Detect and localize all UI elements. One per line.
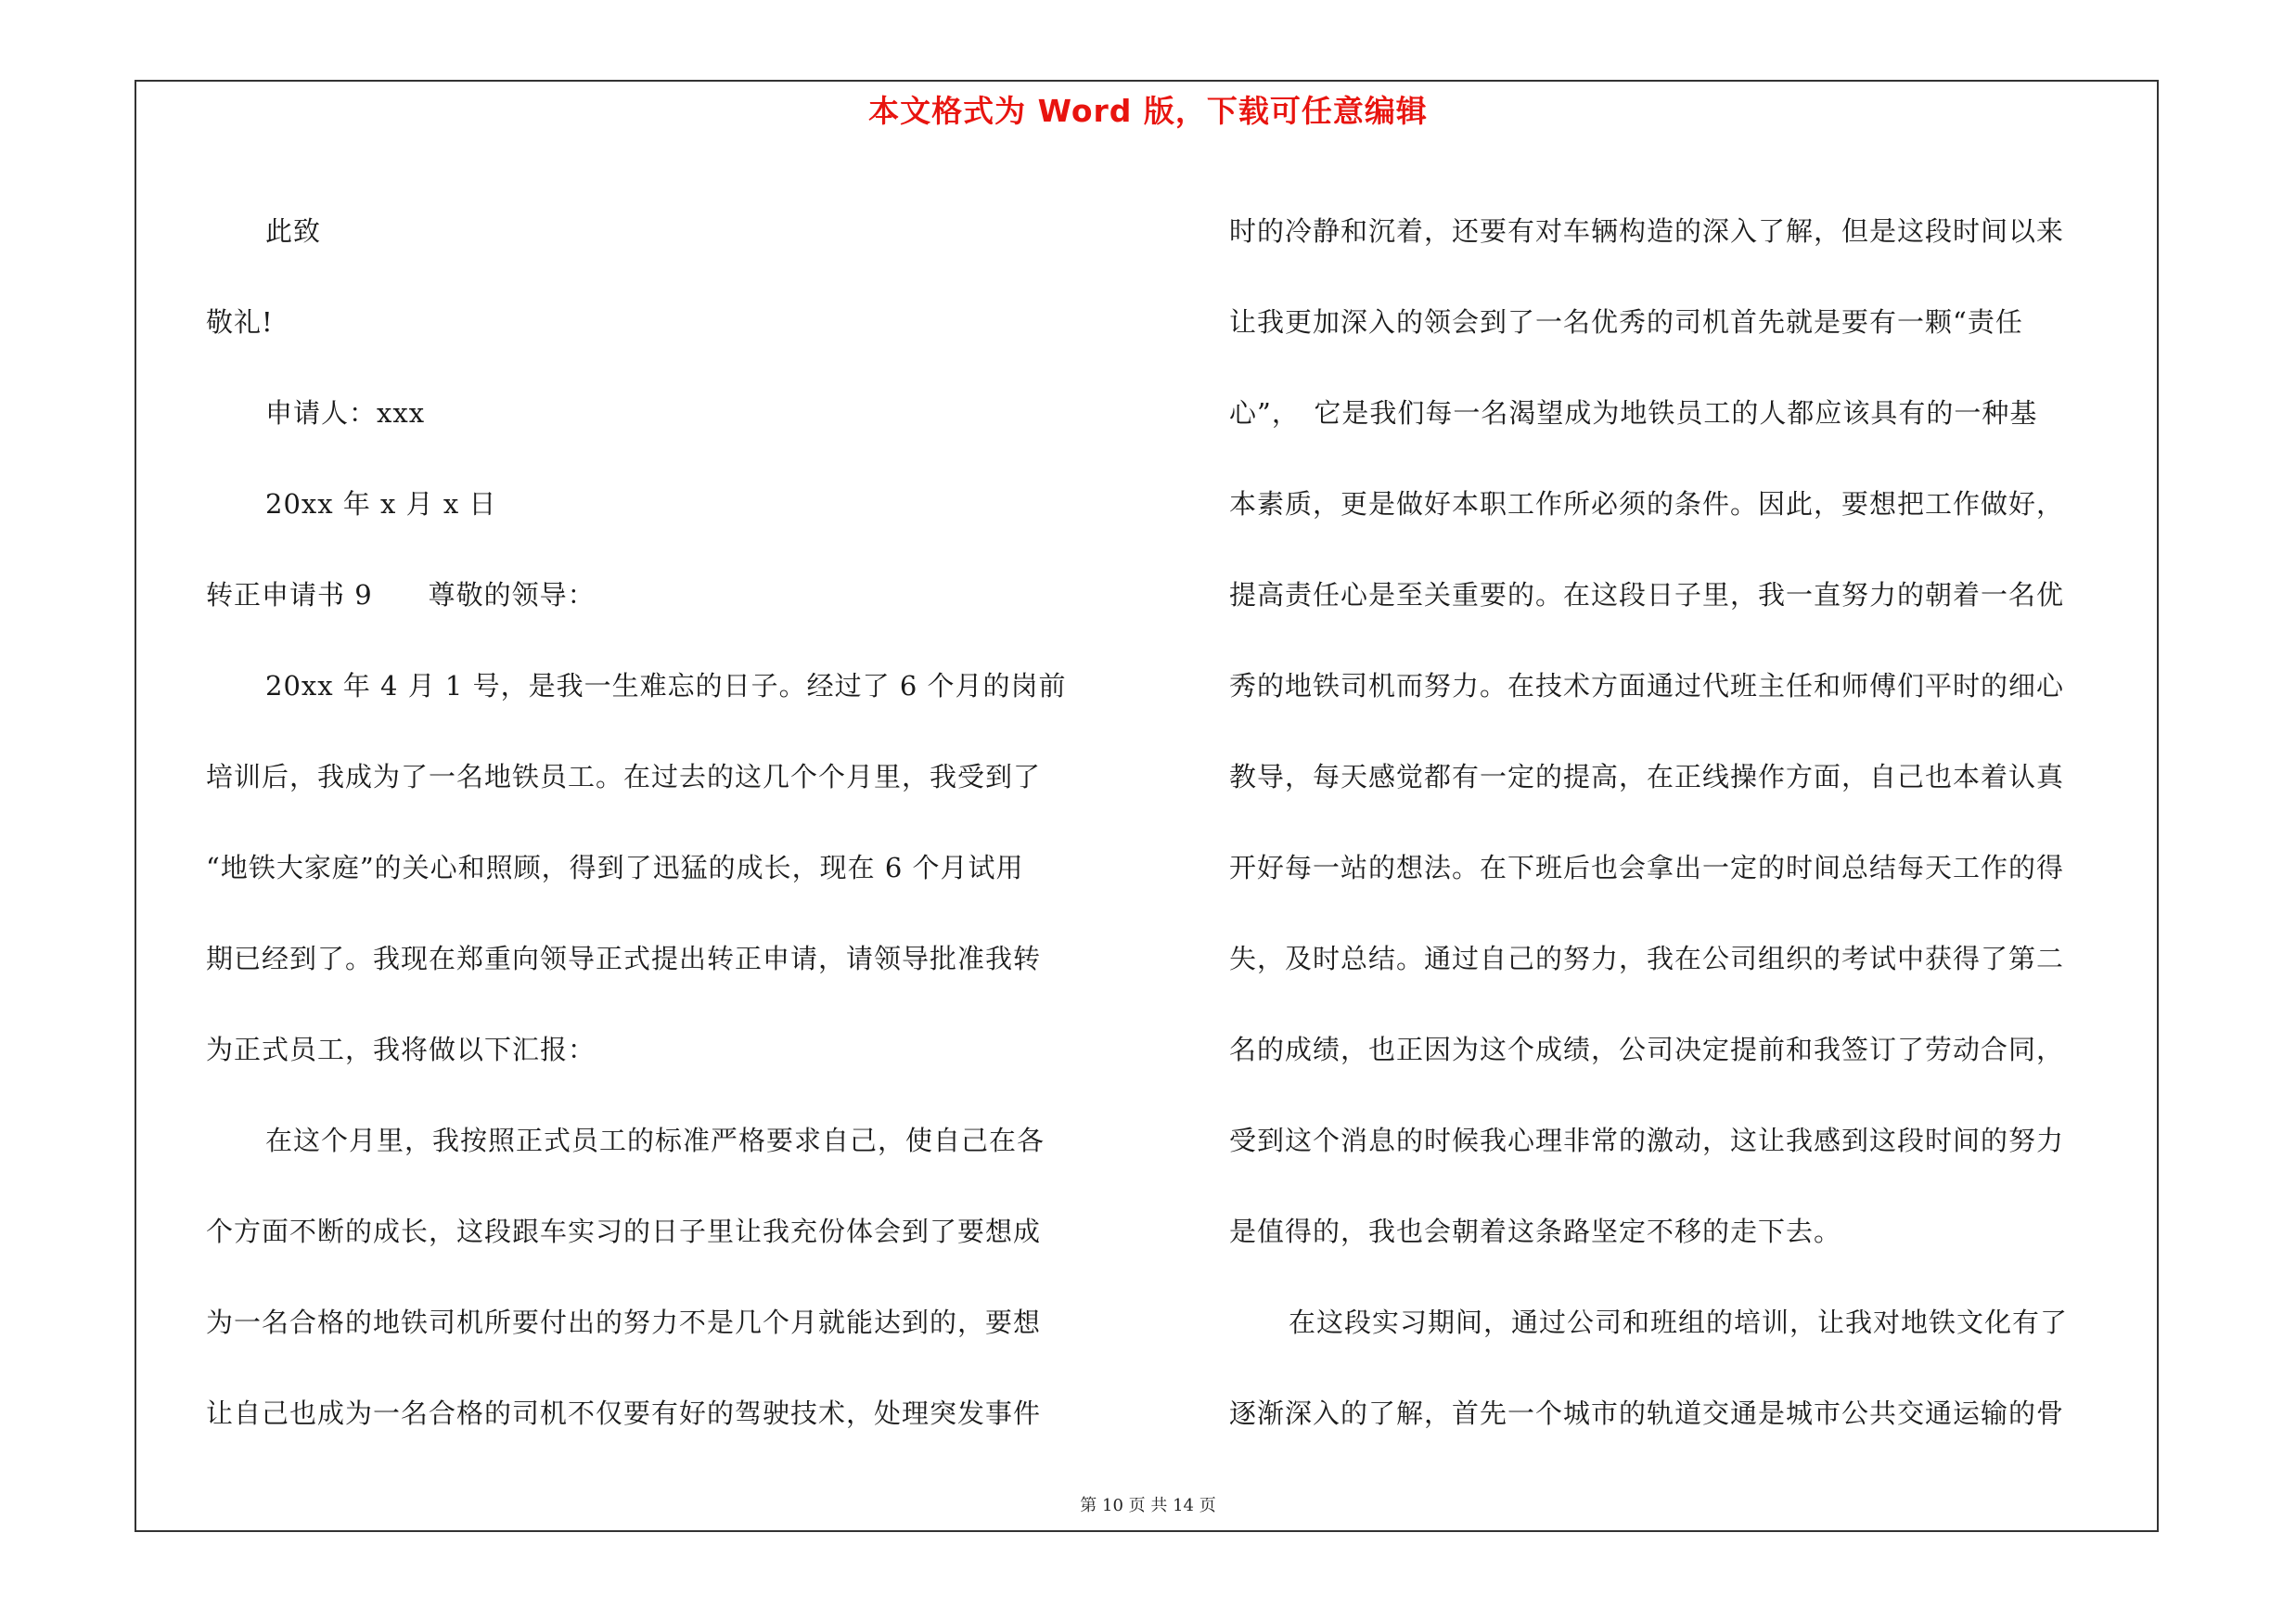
text-line: 期已经到了。我现在郑重向领导正式提出转正申请，请领导批准我转 (206, 943, 1042, 974)
text-line: 秀的地铁司机而努力。在技术方面通过代班主任和师傅们平时的细心 (1229, 670, 2065, 702)
text-line: 培训后，我成为了一名地铁员工。在过去的这几个个月里，我受到了 (206, 761, 1042, 792)
text-line: 为正式员工，我将做以下汇报： (206, 1034, 596, 1065)
text-line: 教导，每天感觉都有一定的提高，在正线操作方面，自己也本着认真 (1229, 761, 2065, 792)
text-line: 让自己也成为一名合格的司机不仅要有好的驾驶技术，处理突发事件 (206, 1398, 1042, 1429)
text-line: 20xx 年 x 月 x 日 (265, 488, 497, 520)
text-line: 开好每一站的想法。在下班后也会拿出一定的时间总结每天工作的得 (1229, 852, 2065, 883)
right-text-column (1229, 186, 2161, 1459)
text-line: 受到这个消息的时候我心理非常的激动，这让我感到这段时间的努力 (1229, 1125, 2065, 1156)
text-line: 逐渐深入的了解，首先一个城市的轨道交通是城市公共交通运输的骨 (1229, 1398, 2065, 1429)
text-line: 提高责任心是至关重要的。在这段日子里，我一直努力的朝着一名优 (1229, 579, 2065, 611)
text-line: 让我更加深入的领会到了一名优秀的司机首先就是要有一颗“责任 (1229, 306, 2023, 338)
text-line: “地铁大家庭”的关心和照顾，得到了迅猛的成长，现在 6 个月试用 (206, 852, 1024, 883)
text-line: 20xx 年 4 月 1 号，是我一生难忘的日子。经过了 6 个月的岗前 (265, 670, 1067, 702)
text-line: 敬礼! (206, 306, 274, 338)
text-line: 转正申请书 9 尊敬的领导： (206, 579, 596, 611)
page-number-footer: 第 10 页 共 14 页 (1080, 1496, 1216, 1515)
text-line: 个方面不断的成长，这段跟车实习的日子里让我充份体会到了要想成 (206, 1216, 1042, 1247)
text-line: 本素质，更是做好本职工作所必须的条件。因此，要想把工作做好， (1229, 488, 2065, 520)
left-text-column (206, 186, 1124, 1459)
text-line: 时的冷静和沉着，还要有对车辆构造的深入了解，但是这段时间以来 (1229, 215, 2065, 247)
text-line: 名的成绩，也正因为这个成绩，公司决定提前和我签订了劳动合同， (1229, 1034, 2065, 1065)
word-format-banner: 本文格式为 Word 版，下载可任意编辑 (868, 93, 1428, 129)
text-line: 是值得的，我也会朝着这条路坚定不移的走下去。 (1229, 1216, 1842, 1247)
text-line: 失，及时总结。通过自己的努力，我在公司组织的考试中获得了第二 (1229, 943, 2065, 974)
text-line: 在这个月里，我按照正式员工的标准严格要求自己，使自己在各 (265, 1125, 1045, 1156)
text-line: 心”， 它是我们每一名渴望成为地铁员工的人都应该具有的一种基 (1229, 397, 2038, 429)
text-line: 为一名合格的地铁司机所要付出的努力不是几个月就能达到的，要想 (206, 1307, 1042, 1338)
text-line: 在这段实习期间，通过公司和班组的培训，让我对地铁文化有了 (1289, 1307, 2069, 1338)
text-line: 此致 (265, 215, 322, 247)
text-line: 申请人：xxx (265, 397, 426, 429)
